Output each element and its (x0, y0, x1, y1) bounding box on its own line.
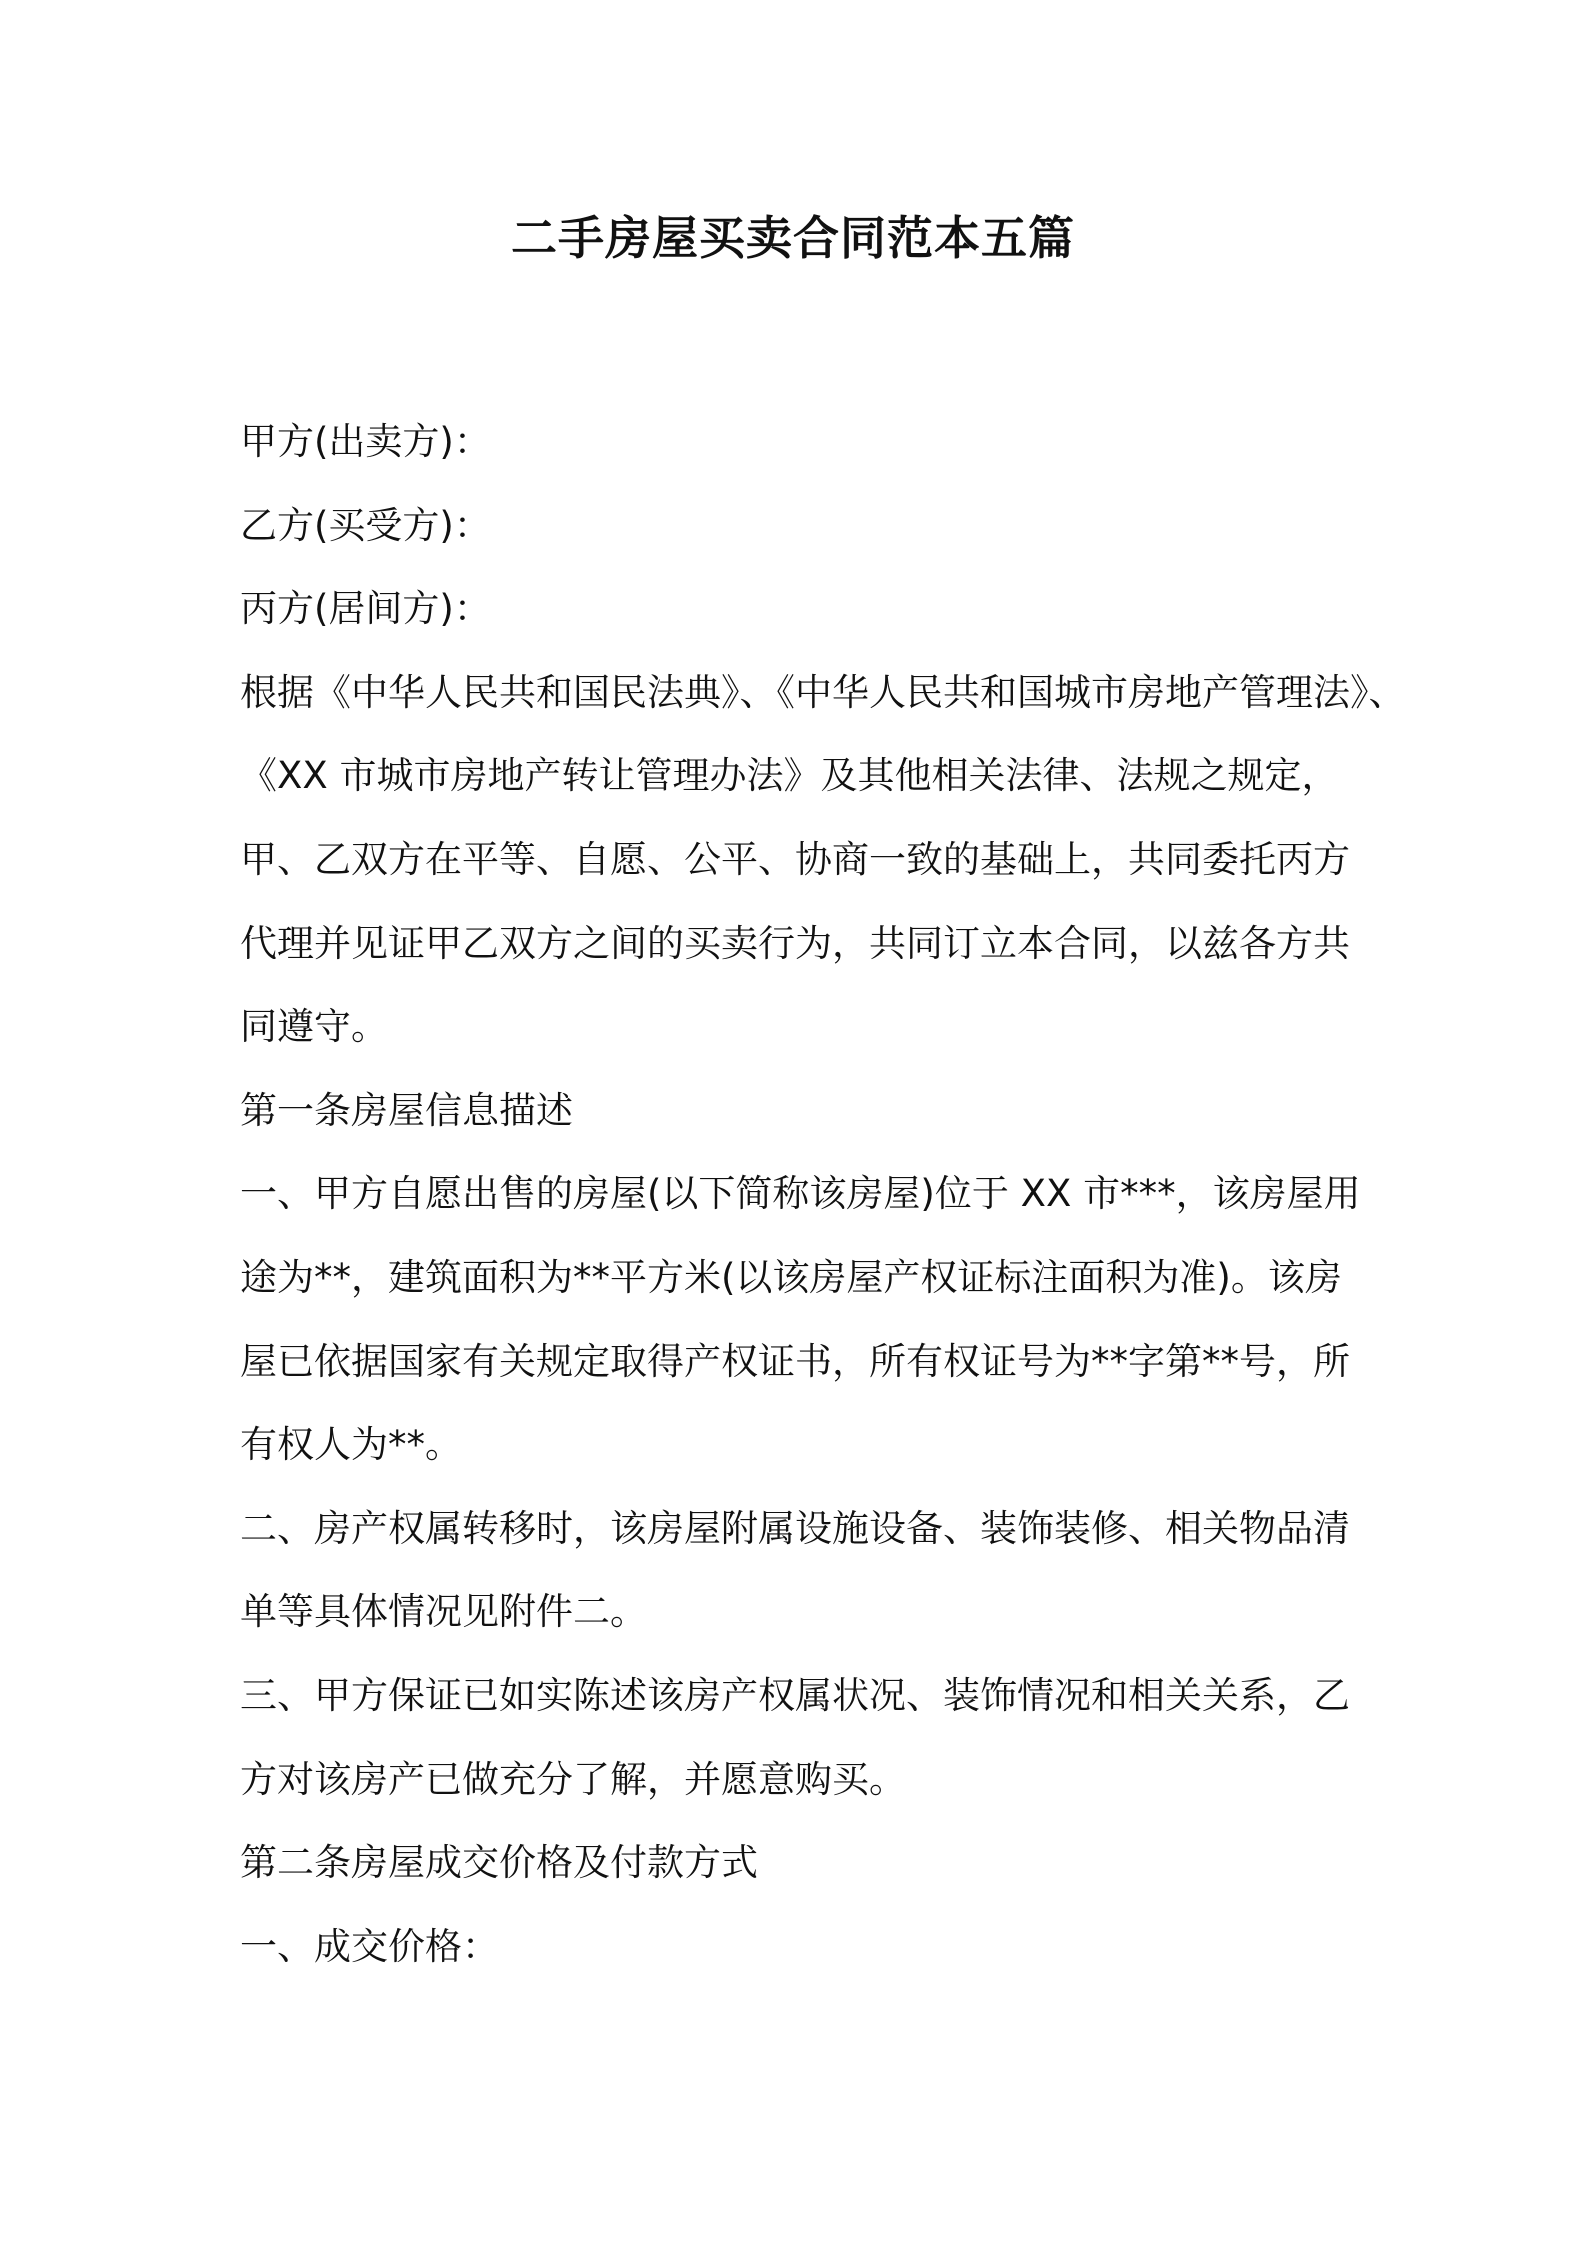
article-2-heading: 第二条房屋成交价格及付款方式 (240, 1841, 758, 1885)
party-c-line: 丙方(居间方)： (240, 587, 491, 631)
party-b-line: 乙方(买受方)： (240, 503, 491, 547)
preamble-line-1: 根据《中华人民共和国民法典》、《中华人民共和国城市房地产管理法》、 (240, 670, 1406, 714)
article-1-clause-1-line-3: 屋已依据国家有关规定取得产权证书，所有权证号为**字第**号，所 (240, 1339, 1350, 1383)
preamble-line-3: 甲、乙双方在平等、自愿、公平、协商一致的基础上，共同委托丙方 (240, 837, 1350, 881)
article-1-heading: 第一条房屋信息描述 (240, 1088, 573, 1132)
article-1-clause-1-line-4: 有权人为**。 (240, 1423, 462, 1467)
preamble-line-4: 代理并见证甲乙双方之间的买卖行为，共同订立本合同，以兹各方共 (240, 921, 1350, 965)
article-1-clause-2-line-2: 单等具体情况见附件二。 (240, 1590, 647, 1634)
article-1-clause-3-line-1: 三、甲方保证已如实陈述该房产权属状况、装饰情况和相关关系，乙 (240, 1673, 1350, 1717)
document-title: 二手房屋买卖合同范本五篇 (511, 211, 1075, 265)
document-body (240, 400, 1406, 1988)
article-1-clause-1-line-2: 途为**，建筑面积为**平方米(以该房屋产权证标注面积为准)。该房 (240, 1255, 1342, 1299)
preamble-line-5: 同遵守。 (240, 1005, 388, 1049)
article-1-clause-3-line-2: 方对该房产已做充分了解，并愿意购买。 (240, 1757, 906, 1801)
article-1-clause-2-line-1: 二、房产权属转移时，该房屋附属设施设备、装饰装修、相关物品清 (240, 1506, 1350, 1550)
article-1-clause-1-line-1: 一、甲方自愿出售的房屋(以下简称该房屋)位于 XX 市***，该房屋用 (240, 1172, 1361, 1216)
preamble-line-2: 《XX 市城市房地产转让管理办法》及其他相关法律、法规之规定， (240, 754, 1339, 798)
article-2-clause-1: 一、成交价格： (240, 1924, 499, 1968)
party-a-line: 甲方(出卖方)： (240, 420, 491, 463)
